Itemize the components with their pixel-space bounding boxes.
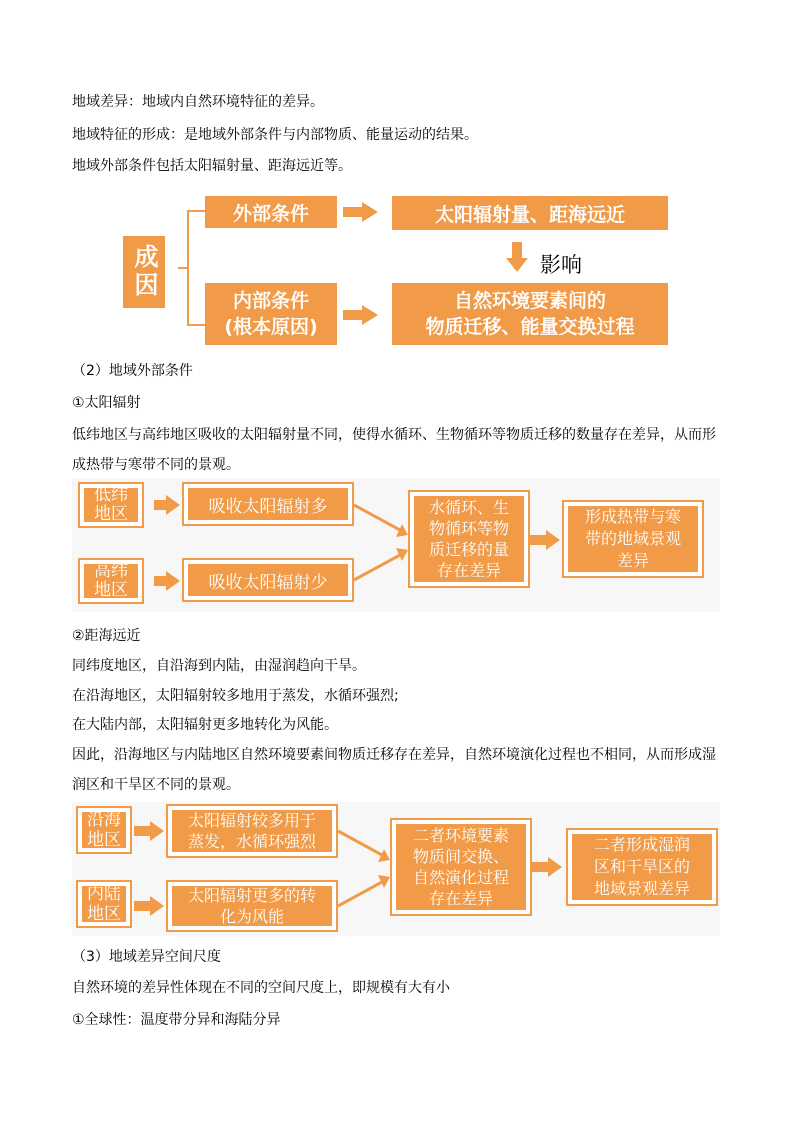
sub-2-line-1: 同纬度地区，自沿海到内陆，由湿润趋向干旱。	[72, 658, 366, 674]
middle-3-line-3: 自然演化过程	[412, 868, 509, 887]
coast-desc-box	[166, 804, 338, 858]
low-absorb-label: 吸收太阳辐射多	[208, 496, 328, 517]
coast-line-2: 地区	[87, 830, 121, 850]
low-latitude-line-1: 低纬	[94, 485, 128, 505]
inland-desc-line-1: 太阳辐射更多的转	[187, 886, 316, 905]
sub-2-line-2: 在沿海地区，太阳辐射较多地用于蒸发，水循环强烈;	[72, 688, 399, 704]
middle-3-line-2: 物质间交换、	[412, 847, 509, 866]
section-3-line-1: 自然环境的差异性体现在不同的空间尺度上，即规模有大有小	[72, 980, 450, 996]
section-3-line-2: ①全球性：温度带分异和海陆分异	[72, 1012, 281, 1028]
result-3-line-2: 区和干旱区的	[593, 857, 690, 876]
sub-2-line-3: 在大陆内部，太阳辐射更多地转化为风能。	[72, 717, 338, 733]
middle-3-box	[390, 818, 532, 916]
cause-label: 成因	[130, 244, 158, 300]
inland-line-1: 内陆	[87, 884, 121, 904]
section-2-paragraph: 低纬地区与高纬地区吸收的太阳辐射量不同，使得水循环、生物循环等物质迁移的数量存在差异，从而形成热带与寒带不同的景观。	[72, 427, 716, 473]
intro-line-1: 地域差异：地域内自然环境特征的差异。	[72, 94, 324, 110]
internal-result-line-1: 自然环境要素间的	[453, 290, 606, 312]
middle-3-line-4: 存在差异	[428, 889, 493, 908]
intro-line-3: 地域外部条件包括太阳辐射量、距海远近等。	[72, 158, 352, 174]
high-latitude-line-1: 高纬	[94, 561, 128, 581]
sub-2-paragraph: 因此，沿海地区与内陆地区自然环境要素间物质迁移存在差异，自然环境演化过程也不相同，从而形成湿润区和干旱区不同的景观。	[72, 747, 716, 793]
coast-desc-line-2: 蒸发，水循环强烈	[187, 832, 316, 851]
coast-line-1: 沿海	[87, 810, 121, 830]
middle-line-2: 物循环等物	[428, 519, 509, 538]
high-latitude-line-2: 地区	[94, 580, 128, 600]
inland-box	[76, 880, 132, 928]
influence-label: 影响	[540, 253, 582, 277]
middle-line-1: 水循环、生	[428, 498, 509, 517]
high-absorb-label: 吸收太阳辐射少	[208, 572, 328, 593]
inland-line-2: 地区	[87, 904, 121, 924]
coast-desc-line-1: 太阳辐射较多用于	[187, 811, 316, 830]
result-3-line-3: 地域景观差异	[593, 879, 690, 898]
result-line-1: 形成热带与寒	[584, 507, 681, 526]
external-condition-label: 外部条件	[232, 202, 309, 225]
sub-2-heading: ②距海远近	[72, 628, 141, 644]
result-3-line-1: 二者形成湿润	[593, 835, 690, 854]
low-latitude-line-2: 地区	[94, 504, 128, 524]
middle-line-3: 质迁移的量	[428, 540, 509, 559]
section-2-heading: （2）地域外部条件	[72, 363, 193, 379]
internal-result-line-2: 物质迁移、能量交换过程	[425, 316, 635, 338]
middle-3-line-1: 二者环境要素	[412, 826, 509, 845]
result-line-2: 带的地域景观	[584, 529, 681, 548]
inland-desc-line-2: 化为风能	[219, 907, 284, 926]
result-3-box	[566, 828, 718, 906]
internal-condition-line-2: (根本原因)	[224, 316, 318, 338]
middle-line-4: 存在差异	[436, 561, 501, 580]
section-3-heading: （3）地域差异空间尺度	[72, 949, 221, 965]
result-line-3: 差异	[616, 551, 649, 570]
intro-line-2: 地域特征的形成：是地域外部条件与内部物质、能量运动的结果。	[72, 127, 478, 143]
section-2-sub-1: ①太阳辐射	[72, 395, 141, 411]
coast-box	[76, 806, 132, 854]
external-result-label: 太阳辐射量、距海远近	[434, 203, 625, 226]
inland-desc-box	[166, 880, 338, 932]
internal-condition-line-1: 内部条件	[232, 290, 309, 312]
